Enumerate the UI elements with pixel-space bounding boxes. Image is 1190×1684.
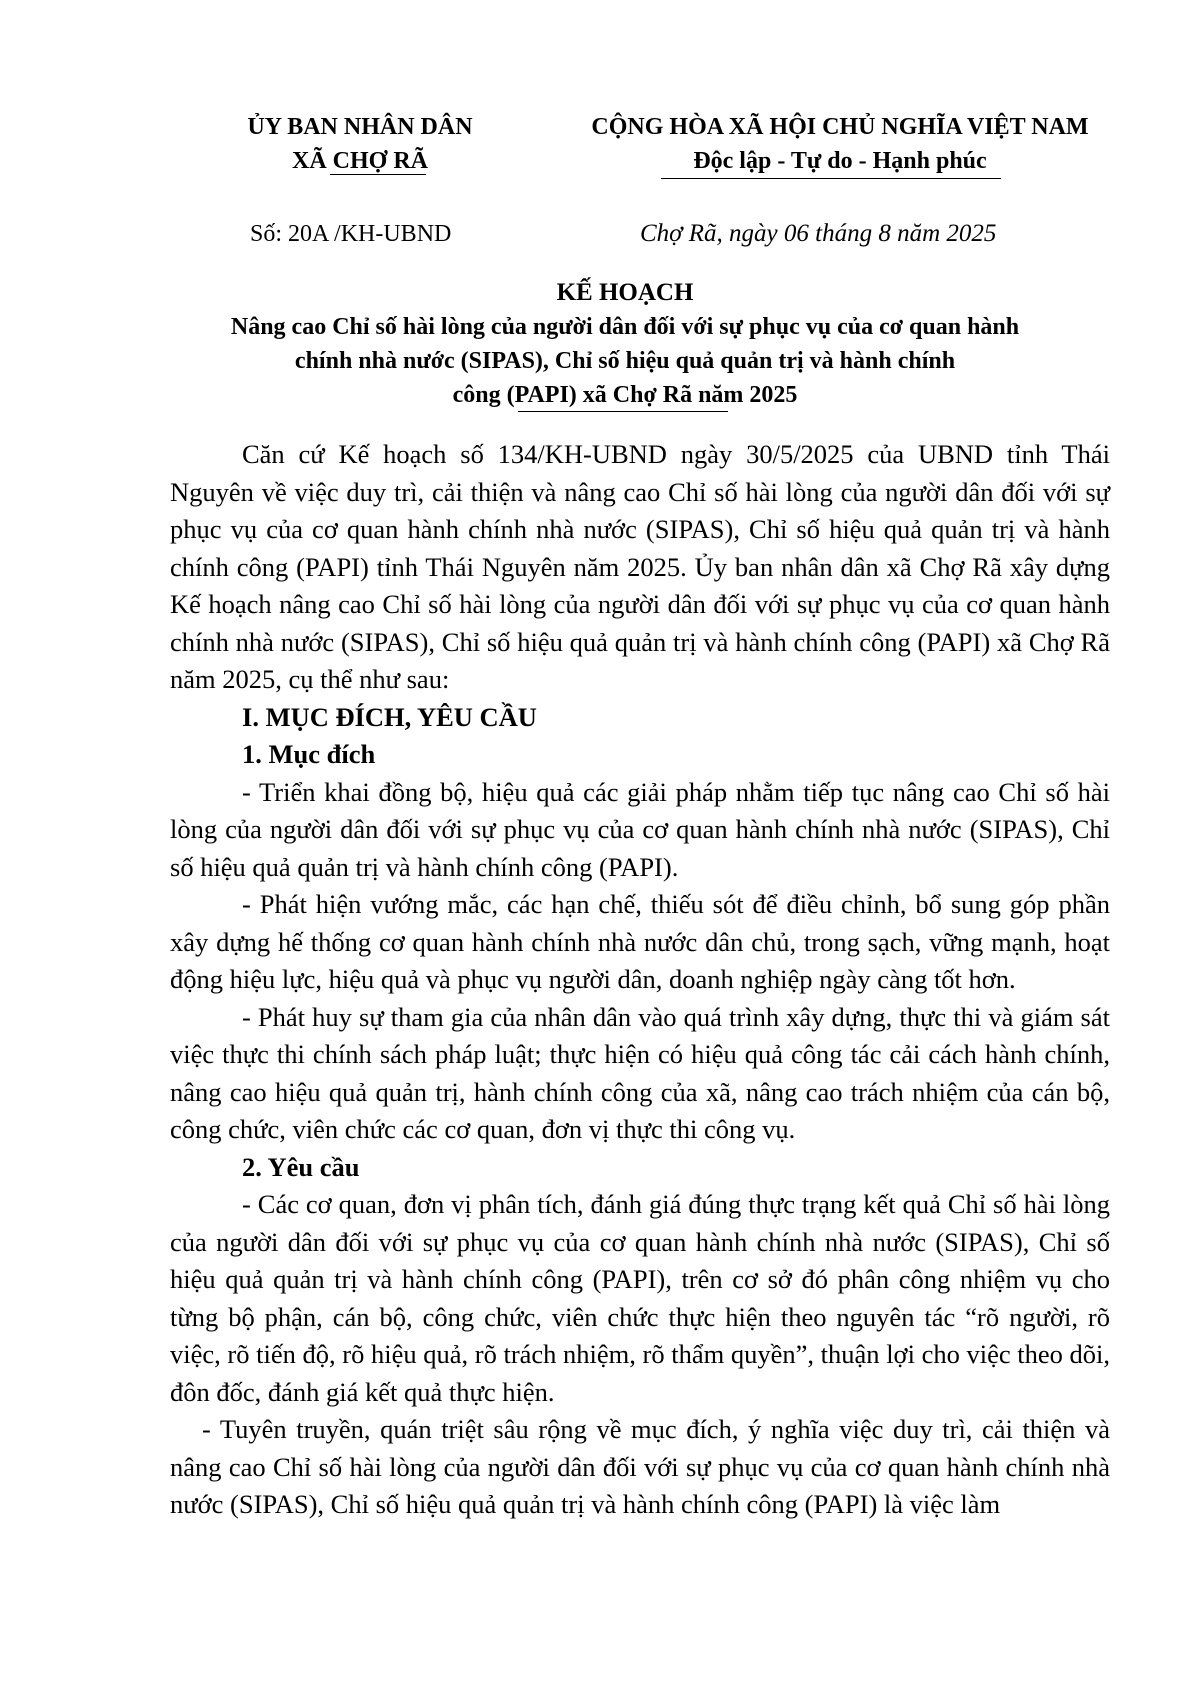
national-motto xyxy=(560,110,1120,178)
document-body xyxy=(170,436,1110,1524)
country-name: CỘNG HÒA XÃ HỘI CHỦ NGHĨA VIỆT NAM xyxy=(591,114,1089,140)
agency-line1: ỦY BAN NHÂN DÂN xyxy=(247,114,473,140)
place-date: Chợ Rã, ngày 06 tháng 8 năm 2025 xyxy=(640,220,997,247)
document-title xyxy=(150,276,1100,412)
requirement-item-1: - Các cơ quan, đơn vị phân tích, đánh giá đúng thực trạng kết quả Chỉ số hài lòng của người dân đối với sự phục vụ của cơ quan hành chính nhà nước (SIPAS), Chỉ số hiệu quả quản trị và hành chính công (PAPI), trên cơ sở đó phân công nhiệm vụ cho từng bộ phận, cán bộ, công chức, viên chức thực hiện theo nguyên tác “rõ người, rõ việc, rõ tiến độ, rõ hiệu quả, rõ trách nhiệm, rõ thẩm quyền”, thuận lợi cho việc theo dõi, đôn đốc, đánh giá kết quả thực hiện. xyxy=(170,1189,1110,1407)
section-heading-1: I. MỤC ĐÍCH, YÊU CẦU xyxy=(242,701,537,732)
subsection-heading-requirements: 2. Yêu cầu xyxy=(242,1151,360,1182)
purpose-item-2: - Phát hiện vướng mắc, các hạn chế, thiếu sót để điều chỉnh, bổ sung góp phần xây dựng hế thống cơ quan hành chính nhà nước dân chủ, trong sạch, vững mạnh, hoạt động hiệu lực, hiệu quả và phục vụ người dân, doanh nghiệp ngày càng tốt hơn. xyxy=(170,889,1110,994)
subtitle-line2: chính nhà nước (SIPAS), Chỉ số hiệu quả quản trị và hành chính xyxy=(294,348,956,374)
purpose-item-1: - Triển khai đồng bộ, hiệu quả các giải pháp nhằm tiếp tục nâng cao Chỉ số hài lòng của người dân đối với sự phục vụ của cơ quan hành chính nhà nước (SIPAS), Chỉ số hiệu quả quản trị và hành chính công (PAPI). xyxy=(170,776,1110,882)
intro-paragraph: Căn cứ Kế hoạch số 134/KH-UBND ngày 30/5/2025 của UBND tỉnh Thái Nguyên về việc duy trì, cải thiện và nâng cao Chỉ số hài lòng của người dân đối với sự phục vụ của cơ quan hành chính nhà nước (SIPAS), Chỉ số hiệu quả quản trị và hành chính công (PAPI) tỉnh Thái Nguyên năm 2025. Ủy ban nhân dân xã Chợ Rã xây dựng Kế hoạch nâng cao Chỉ số hài lòng của người dân đối với sự phục vụ của cơ quan hành chính nhà nước (SIPAS), Chỉ số hiệu quả quản trị và hành chính công (PAPI) xã Chợ Rã năm 2025, cụ thể như sau: xyxy=(170,439,1110,694)
document-number: Số: 20A /KH-UBND xyxy=(250,221,452,247)
subsection-heading-purpose: 1. Mục đích xyxy=(242,739,376,769)
requirement-item-2: - Tuyên truyền, quán triệt sâu rộng về mục đích, ý nghĩa việc duy trì, cải thiện và nâng cao Chỉ số hài lòng của người dân đối với sự phục vụ của cơ quan hành chính nhà nước (SIPAS), Chỉ số hiệu quả quản trị và hành chính công (PAPI) là việc làm xyxy=(170,1414,1110,1519)
subtitle-line1: Nâng cao Chỉ số hài lòng của người dân đối với sự phục vụ của cơ quan hành xyxy=(230,314,1020,340)
purpose-item-3: - Phát huy sự tham gia của nhân dân vào quá trình xây dựng, thực thi và giám sát việc thực thi chính sách pháp luật; thực hiện có hiệu quả công tác cải cách hành chính, nâng cao hiệu quả quản trị, hành chính công của xã, nâng cao trách nhiệm của cán bộ, công chức, viên chức các cơ quan, đơn vị thực thi công vụ. xyxy=(170,1001,1110,1144)
title-underline xyxy=(518,411,728,412)
issuing-agency xyxy=(210,110,510,178)
title-main: KẾ HOẠCH xyxy=(556,279,694,306)
motto-underline xyxy=(661,178,1001,179)
agency-underline xyxy=(330,174,426,175)
motto: Độc lập - Tự do - Hạnh phúc xyxy=(693,148,987,174)
subtitle-line3: công (PAPI) xã Chợ Rã năm 2025 xyxy=(452,382,798,408)
agency-line2: XÃ CHỢ RÃ xyxy=(292,148,428,174)
